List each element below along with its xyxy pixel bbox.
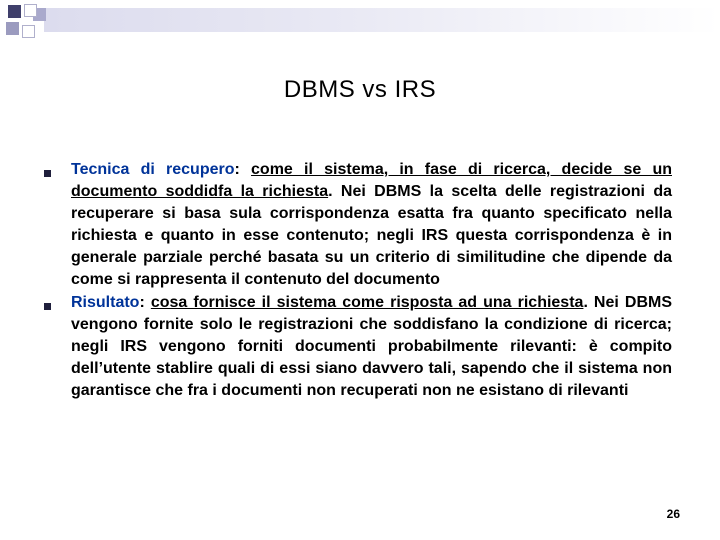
square-bullet-icon xyxy=(44,170,51,177)
bullet-item-tecnica-di-recupero xyxy=(44,159,672,292)
bullet-body: . Nei DBMS vengono fornite solo le registrazioni che soddisfano la condizione di ricerca; negli IRS vengono forniti documenti probabilmente rilevanti: è compito dell’utente stablire quali di essi siano davvero tali, sapendo che il sistema non garantisce che fra i documenti non recuperati non ne esistano di rilevanti xyxy=(71,293,672,399)
page-number: 26 xyxy=(666,507,680,521)
term-separator: : xyxy=(139,293,151,311)
decorative-square xyxy=(24,4,37,17)
bullet-term: Tecnica di recupero xyxy=(71,161,235,178)
slide-title: DBMS vs IRS xyxy=(283,76,437,103)
decorative-square xyxy=(8,5,21,18)
bullet-text xyxy=(71,159,672,292)
decorative-square xyxy=(6,22,19,35)
bullet-list xyxy=(44,159,672,402)
bullet-definition: cosa fornisce il sistema come risposta ad una richiesta xyxy=(150,293,584,311)
bullet-item-risultato xyxy=(44,292,672,402)
term-separator: : xyxy=(234,161,252,178)
decorative-square xyxy=(22,25,35,38)
header-gradient-bar xyxy=(44,8,720,32)
header-decoration xyxy=(0,0,720,60)
bullet-text xyxy=(71,292,672,402)
bullet-term: Risultato xyxy=(71,293,140,311)
bullet-body: . Nei DBMS la scelta delle registrazioni da recuperare si basa sula corrispondenza esatta fra quanto specificato nella richiesta e quanto in esse contenuto; negli IRS questa corrispondenza è in generale parziale perché basata su un criterio di similitudine che dipende da come si rappresenta il contenuto del documento xyxy=(71,183,673,289)
square-bullet-icon xyxy=(44,303,51,310)
bullet-definition: come il sistema, in fase di ricerca, decide se un documento soddidfa la richiesta xyxy=(71,161,672,201)
